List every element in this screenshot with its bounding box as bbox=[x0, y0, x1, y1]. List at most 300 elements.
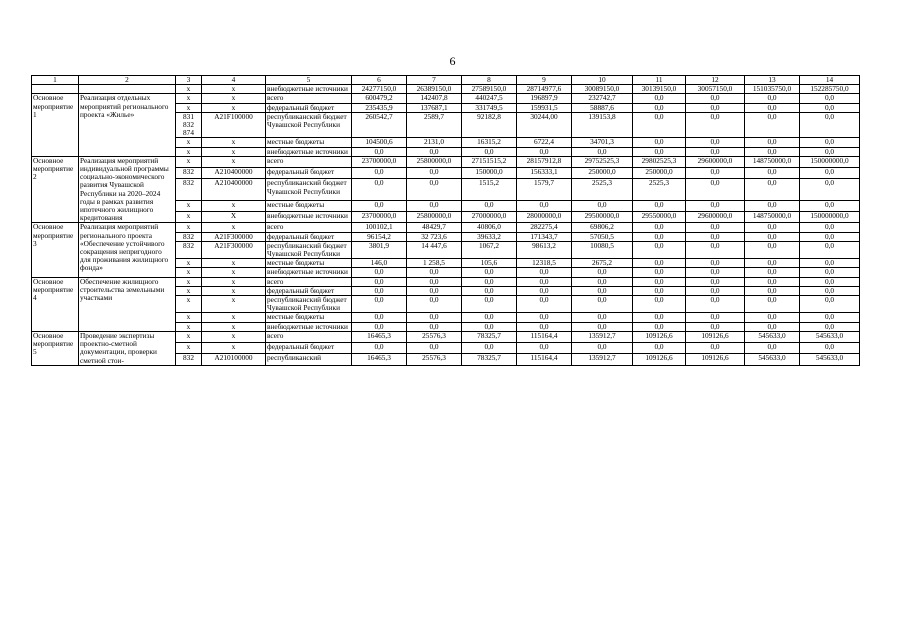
value-cell: 0,0 bbox=[517, 286, 572, 295]
value-cell: 0,0 bbox=[633, 241, 686, 258]
table-row bbox=[32, 331, 860, 342]
value-cell: 137687,1 bbox=[407, 103, 462, 112]
activity-name: Реализация мероприятий регионального проекта «Обеспечение устойчивого сокращения непригодного для проживания жилищного фонда» bbox=[79, 223, 176, 277]
grbs-code-cell: x bbox=[176, 138, 202, 147]
value-cell: 2525,3 bbox=[633, 179, 686, 200]
value-cell: 0,0 bbox=[352, 296, 407, 313]
activity-name: Обеспечение жилищного строительства земельными участками bbox=[79, 277, 176, 331]
value-cell: 30089150,0 bbox=[572, 85, 633, 94]
value-cell: 0,0 bbox=[800, 259, 860, 268]
value-cell: 135912,7 bbox=[572, 354, 633, 365]
value-cell: 0,0 bbox=[686, 223, 745, 232]
value-cell: 0,0 bbox=[352, 200, 407, 211]
value-cell: 0,0 bbox=[686, 343, 745, 354]
funding-source-cell: федеральный бюджет bbox=[266, 103, 352, 112]
grbs-code-cell: x bbox=[176, 200, 202, 211]
value-cell: 0,0 bbox=[352, 268, 407, 277]
funding-source-cell: федеральный бюджет bbox=[266, 286, 352, 295]
grbs-code-cell: x bbox=[176, 103, 202, 112]
main-activity-label: Основное мероприятие 3 bbox=[32, 223, 79, 277]
value-cell: 0,0 bbox=[800, 268, 860, 277]
value-cell: 0,0 bbox=[745, 168, 800, 179]
target-article-cell: A210400000 bbox=[202, 179, 266, 200]
value-cell: 29600000,0 bbox=[686, 156, 745, 167]
value-cell: 115164,4 bbox=[517, 331, 572, 342]
value-cell: 0,0 bbox=[745, 313, 800, 322]
value-cell: 0,0 bbox=[633, 138, 686, 147]
value-cell: 0,0 bbox=[800, 200, 860, 211]
value-cell: 28714977,6 bbox=[517, 85, 572, 94]
value-cell: 331749,5 bbox=[462, 103, 517, 112]
value-cell: 0,0 bbox=[633, 223, 686, 232]
value-cell: 2589,7 bbox=[407, 112, 462, 138]
value-cell: 3801,9 bbox=[352, 241, 407, 258]
value-cell: 0,0 bbox=[407, 277, 462, 286]
value-cell: 96154,2 bbox=[352, 232, 407, 241]
funding-source-cell: федеральный бюджет bbox=[266, 168, 352, 179]
value-cell: 0,0 bbox=[800, 313, 860, 322]
value-cell: 0,0 bbox=[800, 94, 860, 103]
value-cell: 0,0 bbox=[745, 241, 800, 258]
value-cell: 29550000,0 bbox=[633, 212, 686, 223]
main-activity-label: Основное мероприятие 2 bbox=[32, 156, 79, 223]
value-cell: 1579,7 bbox=[517, 179, 572, 200]
value-cell: 0,0 bbox=[633, 103, 686, 112]
value-cell: 98613,2 bbox=[517, 241, 572, 258]
value-cell: 0,0 bbox=[800, 112, 860, 138]
value-cell: 171343,7 bbox=[517, 232, 572, 241]
value-cell: 232742,7 bbox=[572, 94, 633, 103]
value-cell: 0,0 bbox=[686, 94, 745, 103]
table-row bbox=[32, 94, 860, 103]
value-cell: 0,0 bbox=[407, 147, 462, 156]
value-cell: 0,0 bbox=[352, 277, 407, 286]
value-cell: 0,0 bbox=[633, 94, 686, 103]
value-cell: 250000,0 bbox=[633, 168, 686, 179]
grbs-code-cell: x bbox=[176, 296, 202, 313]
value-cell: 109126,6 bbox=[633, 354, 686, 365]
grbs-code-cell: x bbox=[176, 94, 202, 103]
value-cell: 14 447,6 bbox=[407, 241, 462, 258]
value-cell: 0,0 bbox=[800, 223, 860, 232]
value-cell: 16315,2 bbox=[462, 138, 517, 147]
target-article-cell: x bbox=[202, 277, 266, 286]
value-cell: 105,6 bbox=[462, 259, 517, 268]
value-cell: 0,0 bbox=[517, 200, 572, 211]
value-cell: 0,0 bbox=[686, 179, 745, 200]
target-article-cell: x bbox=[202, 138, 266, 147]
value-cell: 109126,6 bbox=[686, 331, 745, 342]
value-cell: 0,0 bbox=[686, 286, 745, 295]
value-cell: 0,0 bbox=[517, 277, 572, 286]
funding-source-cell: республиканский bbox=[266, 354, 352, 365]
value-cell: 0,0 bbox=[517, 147, 572, 156]
target-article-cell: x bbox=[202, 322, 266, 331]
value-cell: 26389150,0 bbox=[407, 85, 462, 94]
funding-source-cell: местные бюджеты bbox=[266, 200, 352, 211]
grbs-code-cell: x bbox=[176, 147, 202, 156]
value-cell: 151035750,0 bbox=[745, 85, 800, 94]
value-cell: 27000000,0 bbox=[462, 212, 517, 223]
grbs-code-cell: x bbox=[176, 286, 202, 295]
value-cell: 23700000,0 bbox=[352, 212, 407, 223]
value-cell: 0,0 bbox=[633, 322, 686, 331]
value-cell: 0,0 bbox=[517, 343, 572, 354]
grbs-code-cell: x bbox=[176, 331, 202, 342]
value-cell: 0,0 bbox=[745, 147, 800, 156]
value-cell: 0,0 bbox=[800, 286, 860, 295]
funding-source-cell: республиканский бюджет Чувашской Республики bbox=[266, 296, 352, 313]
target-article-cell: x bbox=[202, 85, 266, 94]
value-cell: 0,0 bbox=[407, 322, 462, 331]
target-article-cell: X bbox=[202, 212, 266, 223]
target-article-cell: x bbox=[202, 343, 266, 354]
value-cell: 0,0 bbox=[745, 232, 800, 241]
value-cell: 0,0 bbox=[572, 277, 633, 286]
value-cell: 0,0 bbox=[407, 200, 462, 211]
value-cell: 32 723,6 bbox=[407, 232, 462, 241]
value-cell: 545633,0 bbox=[800, 331, 860, 342]
grbs-code-cell: 832 bbox=[176, 179, 202, 200]
value-cell: 545633,0 bbox=[800, 354, 860, 365]
value-cell: 0,0 bbox=[633, 112, 686, 138]
table-row bbox=[32, 85, 860, 94]
value-cell: 0,0 bbox=[686, 268, 745, 277]
value-cell: 1067,2 bbox=[462, 241, 517, 258]
value-cell: 142407,8 bbox=[407, 94, 462, 103]
value-cell: 6722,4 bbox=[517, 138, 572, 147]
target-article-cell: x bbox=[202, 268, 266, 277]
value-cell: 0,0 bbox=[745, 138, 800, 147]
value-cell: 0,0 bbox=[462, 322, 517, 331]
funding-source-cell: местные бюджеты bbox=[266, 259, 352, 268]
value-cell: 0,0 bbox=[800, 179, 860, 200]
value-cell: 0,0 bbox=[572, 322, 633, 331]
value-cell: 0,0 bbox=[517, 313, 572, 322]
value-cell: 0,0 bbox=[745, 259, 800, 268]
value-cell: 58887,6 bbox=[572, 103, 633, 112]
value-cell: 0,0 bbox=[800, 138, 860, 147]
funding-source-cell: внебюджетные источники bbox=[266, 85, 352, 94]
activity-name: Проведение экспертизы проектно-сметной документации, проверки сметной стои- bbox=[79, 331, 176, 365]
value-cell: 29752525,3 bbox=[572, 156, 633, 167]
target-article-cell: x bbox=[202, 147, 266, 156]
grbs-code-cell: 831 832 874 bbox=[176, 112, 202, 138]
grbs-code-cell: 832 bbox=[176, 354, 202, 365]
value-cell: 282275,4 bbox=[517, 223, 572, 232]
value-cell: 0,0 bbox=[686, 241, 745, 258]
value-cell: 12318,5 bbox=[517, 259, 572, 268]
table-header-row bbox=[32, 76, 860, 85]
column-number-14: 14 bbox=[800, 76, 860, 85]
value-cell: 0,0 bbox=[745, 296, 800, 313]
value-cell: 0,0 bbox=[800, 168, 860, 179]
value-cell: 0,0 bbox=[352, 179, 407, 200]
value-cell: 0,0 bbox=[800, 296, 860, 313]
value-cell: 25800000,0 bbox=[407, 156, 462, 167]
grbs-code-cell: x bbox=[176, 277, 202, 286]
value-cell: 156333,1 bbox=[517, 168, 572, 179]
value-cell: 0,0 bbox=[800, 241, 860, 258]
value-cell: 25576,3 bbox=[407, 331, 462, 342]
column-number-3: 3 bbox=[176, 76, 202, 85]
value-cell: 34701,3 bbox=[572, 138, 633, 147]
value-cell: 2131,0 bbox=[407, 138, 462, 147]
funding-source-cell: внебюджетные источники bbox=[266, 212, 352, 223]
value-cell: 10080,5 bbox=[572, 241, 633, 258]
value-cell: 0,0 bbox=[686, 259, 745, 268]
value-cell: 0,0 bbox=[462, 343, 517, 354]
value-cell: 0,0 bbox=[572, 286, 633, 295]
value-cell: 0,0 bbox=[407, 268, 462, 277]
value-cell: 0,0 bbox=[407, 286, 462, 295]
funding-source-cell: всего bbox=[266, 331, 352, 342]
value-cell: 57050,5 bbox=[572, 232, 633, 241]
value-cell: 92182,8 bbox=[462, 112, 517, 138]
grbs-code-cell: x bbox=[176, 156, 202, 167]
activity-name: Реализация отдельных мероприятий регионального проекта «Жилье» bbox=[79, 94, 176, 156]
value-cell: 0,0 bbox=[745, 286, 800, 295]
target-article-cell: x bbox=[202, 296, 266, 313]
value-cell: 29802525,3 bbox=[633, 156, 686, 167]
grbs-code-cell: x bbox=[176, 268, 202, 277]
target-article-cell: x bbox=[202, 94, 266, 103]
value-cell: 0,0 bbox=[633, 232, 686, 241]
target-article-cell: A210400000 bbox=[202, 168, 266, 179]
value-cell: 69806,2 bbox=[572, 223, 633, 232]
value-cell: 545633,0 bbox=[745, 331, 800, 342]
grbs-code-cell: x bbox=[176, 212, 202, 223]
value-cell: 115164,4 bbox=[517, 354, 572, 365]
value-cell: 0,0 bbox=[407, 313, 462, 322]
value-cell: 139153,8 bbox=[572, 112, 633, 138]
activity-name: Реализация мероприятий индивидуальной программы социально-экономического развития Чувашской Республики на 2020–2024 годы в рамках развития ипотечного жилищного кредитования bbox=[79, 156, 176, 223]
value-cell: 545633,0 bbox=[745, 354, 800, 365]
funding-source-cell: местные бюджеты bbox=[266, 313, 352, 322]
value-cell: 25800000,0 bbox=[407, 212, 462, 223]
grbs-code-cell: x bbox=[176, 313, 202, 322]
funding-source-cell: федеральный бюджет bbox=[266, 343, 352, 354]
value-cell: 0,0 bbox=[686, 147, 745, 156]
value-cell: 0,0 bbox=[633, 277, 686, 286]
value-cell: 0,0 bbox=[745, 322, 800, 331]
target-article-cell: A21F100000 bbox=[202, 112, 266, 138]
target-article-cell: x bbox=[202, 331, 266, 342]
grbs-code-cell: x bbox=[176, 223, 202, 232]
column-number-9: 9 bbox=[517, 76, 572, 85]
value-cell: 0,0 bbox=[686, 103, 745, 112]
grbs-code-cell: 832 bbox=[176, 232, 202, 241]
table-row bbox=[32, 277, 860, 286]
page-number: 6 bbox=[449, 54, 456, 68]
value-cell: 0,0 bbox=[686, 322, 745, 331]
value-cell: 250000,0 bbox=[572, 168, 633, 179]
value-cell: 104500,6 bbox=[352, 138, 407, 147]
value-cell: 0,0 bbox=[745, 223, 800, 232]
target-article-cell: x bbox=[202, 223, 266, 232]
column-number-8: 8 bbox=[462, 76, 517, 85]
value-cell: 48429,7 bbox=[407, 223, 462, 232]
value-cell: 0,0 bbox=[800, 232, 860, 241]
value-cell: 0,0 bbox=[517, 322, 572, 331]
value-cell: 0,0 bbox=[462, 147, 517, 156]
column-number-5: 5 bbox=[266, 76, 352, 85]
value-cell: 0,0 bbox=[352, 147, 407, 156]
main-activity-label: Основное мероприятие 1 bbox=[32, 94, 79, 156]
funding-source-cell: всего bbox=[266, 277, 352, 286]
value-cell: 109126,6 bbox=[633, 331, 686, 342]
funding-source-cell: внебюджетные источники bbox=[266, 322, 352, 331]
value-cell: 78325,7 bbox=[462, 331, 517, 342]
value-cell: 0,0 bbox=[745, 103, 800, 112]
value-cell: 0,0 bbox=[633, 296, 686, 313]
value-cell: 0,0 bbox=[462, 286, 517, 295]
value-cell: 0,0 bbox=[462, 277, 517, 286]
value-cell: 0,0 bbox=[572, 147, 633, 156]
value-cell: 39633,2 bbox=[462, 232, 517, 241]
value-cell: 0,0 bbox=[745, 179, 800, 200]
grbs-code-cell: x bbox=[176, 322, 202, 331]
value-cell: 0,0 bbox=[745, 94, 800, 103]
budget-table bbox=[31, 75, 860, 366]
value-cell: 78325,7 bbox=[462, 354, 517, 365]
value-cell: 146,0 bbox=[352, 259, 407, 268]
value-cell: 0,0 bbox=[407, 296, 462, 313]
value-cell: 0,0 bbox=[745, 277, 800, 286]
value-cell: 1515,2 bbox=[462, 179, 517, 200]
grbs-code-cell: x bbox=[176, 259, 202, 268]
value-cell: 150000000,0 bbox=[800, 156, 860, 167]
funding-source-cell: местные бюджеты bbox=[266, 138, 352, 147]
value-cell: 0,0 bbox=[745, 112, 800, 138]
column-number-2: 2 bbox=[79, 76, 176, 85]
column-number-12: 12 bbox=[686, 76, 745, 85]
funding-source-cell: республиканский бюджет Чувашской Республики bbox=[266, 179, 352, 200]
name-cell-empty bbox=[79, 85, 176, 94]
value-cell: 2675,2 bbox=[572, 259, 633, 268]
value-cell: 0,0 bbox=[407, 179, 462, 200]
activity-cell-empty bbox=[32, 85, 79, 94]
grbs-code-cell: 832 bbox=[176, 241, 202, 258]
value-cell: 235435,9 bbox=[352, 103, 407, 112]
value-cell: 0,0 bbox=[352, 286, 407, 295]
value-cell: 0,0 bbox=[686, 168, 745, 179]
value-cell: 0,0 bbox=[633, 343, 686, 354]
value-cell: 0,0 bbox=[633, 147, 686, 156]
value-cell: 0,0 bbox=[572, 343, 633, 354]
value-cell: 0,0 bbox=[686, 296, 745, 313]
value-cell: 135912,7 bbox=[572, 331, 633, 342]
main-activity-label: Основное мероприятие 4 bbox=[32, 277, 79, 331]
value-cell: 0,0 bbox=[633, 268, 686, 277]
value-cell: 29600000,0 bbox=[686, 212, 745, 223]
value-cell: 0,0 bbox=[686, 138, 745, 147]
column-number-1: 1 bbox=[32, 76, 79, 85]
target-article-cell: x bbox=[202, 103, 266, 112]
value-cell: 28000000,0 bbox=[517, 212, 572, 223]
grbs-code-cell: 832 bbox=[176, 168, 202, 179]
value-cell: 0,0 bbox=[745, 268, 800, 277]
value-cell: 0,0 bbox=[686, 313, 745, 322]
value-cell: 30057150,0 bbox=[686, 85, 745, 94]
value-cell: 30244,00 bbox=[517, 112, 572, 138]
value-cell: 16465,3 bbox=[352, 331, 407, 342]
value-cell: 0,0 bbox=[800, 322, 860, 331]
column-number-13: 13 bbox=[745, 76, 800, 85]
table-row bbox=[32, 223, 860, 232]
value-cell: 0,0 bbox=[352, 343, 407, 354]
value-cell: 0,0 bbox=[745, 200, 800, 211]
value-cell: 0,0 bbox=[462, 296, 517, 313]
value-cell: 159931,5 bbox=[517, 103, 572, 112]
value-cell: 150000000,0 bbox=[800, 212, 860, 223]
value-cell: 148750000,0 bbox=[745, 212, 800, 223]
value-cell: 0,0 bbox=[633, 286, 686, 295]
value-cell: 0,0 bbox=[686, 232, 745, 241]
target-article-cell: A210100000 bbox=[202, 354, 266, 365]
target-article-cell: x bbox=[202, 313, 266, 322]
grbs-code-cell: x bbox=[176, 343, 202, 354]
table-row bbox=[32, 156, 860, 167]
value-cell: 0,0 bbox=[686, 277, 745, 286]
value-cell: 0,0 bbox=[517, 296, 572, 313]
target-article-cell: x bbox=[202, 259, 266, 268]
value-cell: 0,0 bbox=[572, 313, 633, 322]
target-article-cell: A21F300000 bbox=[202, 241, 266, 258]
value-cell: 440247,5 bbox=[462, 94, 517, 103]
column-number-6: 6 bbox=[352, 76, 407, 85]
value-cell: 0,0 bbox=[517, 268, 572, 277]
value-cell: 27589150,0 bbox=[462, 85, 517, 94]
funding-source-cell: внебюджетные источники bbox=[266, 147, 352, 156]
target-article-cell: A21F300000 bbox=[202, 232, 266, 241]
target-article-cell: x bbox=[202, 156, 266, 167]
value-cell: 30139150,0 bbox=[633, 85, 686, 94]
value-cell: 0,0 bbox=[572, 296, 633, 313]
funding-source-cell: всего bbox=[266, 223, 352, 232]
grbs-code-cell: x bbox=[176, 85, 202, 94]
funding-source-cell: республиканский бюджет Чувашской Республики bbox=[266, 241, 352, 258]
value-cell: 600479,2 bbox=[352, 94, 407, 103]
value-cell: 100102,1 bbox=[352, 223, 407, 232]
funding-source-cell: всего bbox=[266, 156, 352, 167]
value-cell: 150000,0 bbox=[462, 168, 517, 179]
column-number-7: 7 bbox=[407, 76, 462, 85]
target-article-cell: x bbox=[202, 286, 266, 295]
column-number-10: 10 bbox=[572, 76, 633, 85]
column-number-11: 11 bbox=[633, 76, 686, 85]
value-cell: 0,0 bbox=[800, 147, 860, 156]
value-cell: 260542,7 bbox=[352, 112, 407, 138]
funding-source-cell: федеральный бюджет bbox=[266, 232, 352, 241]
funding-source-cell: республиканский бюджет Чувашской Республики bbox=[266, 112, 352, 138]
value-cell: 1 258,5 bbox=[407, 259, 462, 268]
value-cell: 29500000,0 bbox=[572, 212, 633, 223]
value-cell: 23700000,0 bbox=[352, 156, 407, 167]
value-cell: 0,0 bbox=[800, 277, 860, 286]
value-cell: 0,0 bbox=[462, 313, 517, 322]
value-cell: 0,0 bbox=[633, 259, 686, 268]
funding-source-cell: всего bbox=[266, 94, 352, 103]
value-cell: 0,0 bbox=[686, 200, 745, 211]
value-cell: 25576,3 bbox=[407, 354, 462, 365]
value-cell: 0,0 bbox=[572, 200, 633, 211]
value-cell: 109126,6 bbox=[686, 354, 745, 365]
value-cell: 0,0 bbox=[745, 343, 800, 354]
value-cell: 0,0 bbox=[462, 200, 517, 211]
value-cell: 0,0 bbox=[633, 313, 686, 322]
value-cell: 0,0 bbox=[686, 112, 745, 138]
